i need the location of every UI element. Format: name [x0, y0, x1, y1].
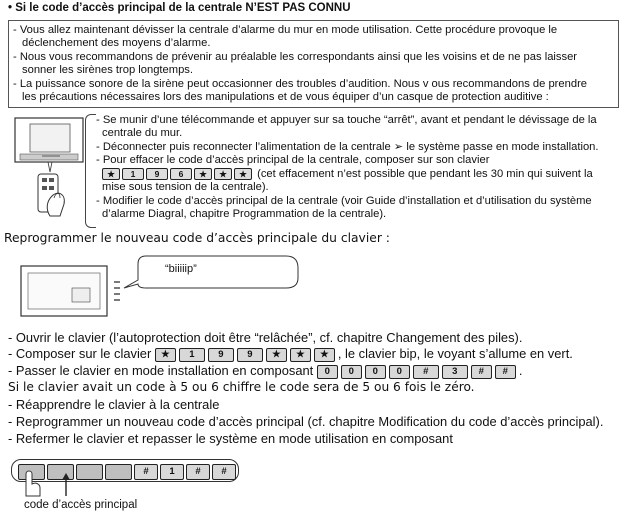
- step-compose: [8, 346, 573, 362]
- step-text: - Passer le clavier en mode installation en composant: [8, 363, 314, 378]
- procedure-line: d’alarme Diagral, chapitre Programmation de la centrale).: [102, 208, 387, 221]
- step-relearn: - Réapprendre le clavier à la centrale: [8, 397, 220, 412]
- warning-box: [8, 20, 619, 108]
- key-star: ★: [102, 168, 120, 180]
- key-star: ★: [234, 168, 252, 180]
- procedure-bracket: [85, 114, 96, 228]
- key-6: 6: [170, 168, 192, 180]
- step-text: .: [518, 363, 523, 378]
- section-title: • Si le code d’accès principal de la centrale N’EST PAS CONNU: [8, 2, 351, 14]
- step-reprogram-code: - Reprogrammer un nouveau code d’accès principal (cf. chapitre Modification du code d’accès principal).: [8, 414, 604, 429]
- procedure-line: centrale du mur.: [102, 127, 183, 140]
- key-star: ★: [214, 168, 232, 180]
- step-text: - Composer sur le clavier: [8, 346, 152, 361]
- key-star: ★: [314, 348, 335, 362]
- procedure-line: - Pour effacer le code d’accès principal de la centrale, composer sur son clavier: [96, 153, 490, 166]
- warning-line: - Vous allez maintenant dévisser la centrale d’alarme du mur en mode utilisation. Cette procédure provoque le: [13, 24, 558, 36]
- key-9: 9: [146, 168, 168, 180]
- warning-line: - La puissance sonore de la sirène peut occasionner des troubles d’audition. Nous v ous recommandons de prendre: [13, 77, 588, 90]
- key-star: ★: [194, 168, 212, 180]
- key-hash: #: [186, 464, 210, 480]
- key-1: 1: [160, 464, 184, 480]
- key-3: 3: [442, 365, 468, 379]
- key-hash: #: [212, 464, 236, 480]
- central-unit-illustration: [14, 116, 86, 220]
- key-star: ★: [266, 348, 287, 362]
- key-hash: #: [134, 464, 158, 480]
- warning-line: déclenchement des moyens d’alarme.: [22, 37, 211, 50]
- bubble-text: “biiiiip”: [165, 263, 197, 275]
- warning-line: - Nous vous recommandons de prévenir au préalable les correspondants ainsi que les voisins et de ne pas laisser: [13, 50, 578, 63]
- step-close-keypad: - Refermer le clavier et repasser le système en mode utilisation en composant: [8, 431, 453, 446]
- code-caption: code d’accès principal: [24, 499, 138, 511]
- step-open-keypad: - Ouvrir le clavier (l’autoprotection doit être “relâchée”, cf. chapitre Changement des piles).: [8, 330, 523, 345]
- procedure-line: - Modifier le code d’accès principal de la centrale (voir Guide d’installation et d’utilisation du système: [96, 194, 592, 207]
- procedure-line: mise sous tension de la centrale).: [102, 181, 269, 194]
- key-star: ★: [155, 348, 176, 362]
- key-hash: #: [495, 365, 516, 379]
- key-1: 1: [122, 168, 144, 180]
- key-hash: #: [471, 365, 492, 379]
- erase-note: (cet effacement n’est possible que pendant les 30 min qui suivent la: [257, 168, 593, 181]
- key-0: 0: [341, 365, 362, 379]
- key-0: 0: [365, 365, 386, 379]
- procedure-steps: [96, 114, 626, 221]
- finger-pointer-illustration: [20, 470, 80, 500]
- step-text: , le clavier bip, le voyant s’allume en vert.: [337, 346, 573, 361]
- warning-line: les précautions nécessaires lors des manipulations et de vous équiper d’un casque de protection auditive :: [22, 91, 549, 104]
- step-install-mode: [8, 363, 522, 379]
- erase-sequence-line: [96, 168, 626, 181]
- key-hash: #: [413, 365, 439, 379]
- key-blank: [105, 464, 132, 480]
- key-blank: [76, 464, 103, 480]
- warning-line: sonner les sirènes trop longtemps.: [22, 64, 194, 77]
- step-zero-note: Si le clavier avait un code à 5 ou 6 chiffre le code sera de 5 ou 6 fois le zéro.: [8, 380, 475, 394]
- key-9: 9: [208, 348, 234, 362]
- key-0: 0: [389, 365, 410, 379]
- reprogram-title: Reprogrammer le nouveau code d’accès principale du clavier :: [4, 231, 390, 245]
- key-0: 0: [317, 365, 338, 379]
- procedure-line: - Déconnecter puis reconnecter l’alimentation de la centrale ➢ le système passe en mode installation.: [96, 140, 599, 153]
- procedure-line: - Se munir d’une télécommande et appuyer sur sa touche “arrêt”, avant et pendant le dévissage de la: [96, 114, 597, 126]
- key-9: 9: [237, 348, 263, 362]
- key-1: 1: [179, 348, 205, 362]
- key-star: ★: [290, 348, 311, 362]
